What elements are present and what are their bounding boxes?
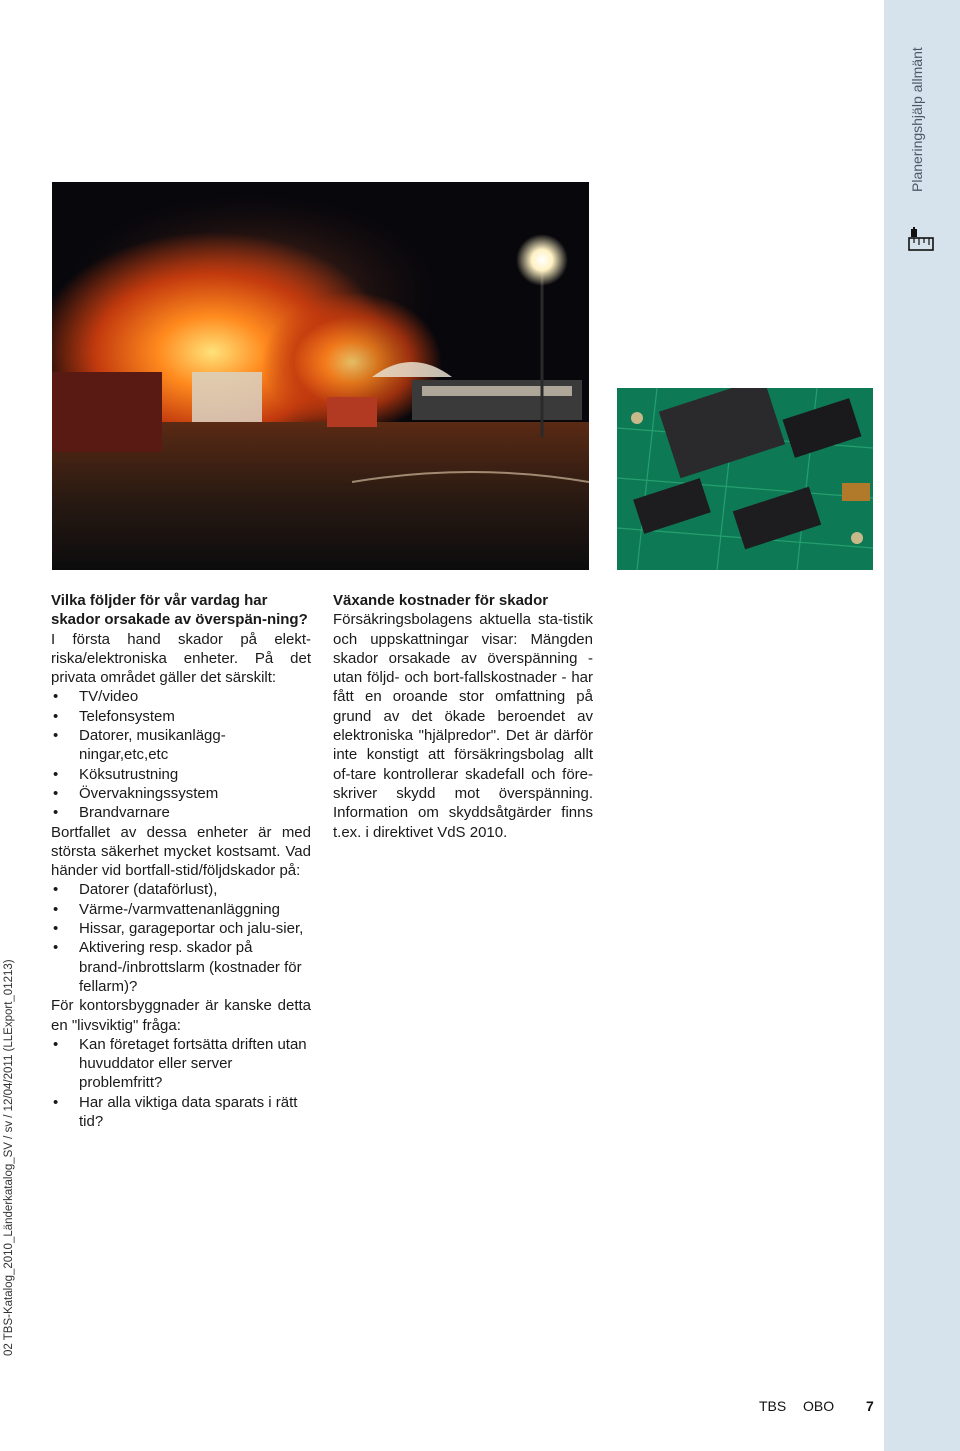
measuring-tools-icon — [905, 226, 937, 254]
right-heading: Växande kostnader för skador — [333, 592, 549, 609]
circuit-board-scene — [617, 388, 873, 570]
print-job-footer: 02 TBS-Katalog_2010_Länderkatalog_SV / sv / 12/04/2011 (LLExport_01213) — [3, 959, 15, 1356]
page-number: 7 — [866, 1398, 874, 1414]
section-label: Planeringshjälp allmänt — [909, 47, 925, 192]
list-item: • Övervakningssystem — [51, 784, 311, 803]
circuit-board-photo — [617, 388, 873, 570]
right-body: Försäkringsbolagens aktuella sta-tistik och uppskattningar visar: Mängden skador orsakade av överspänning - utan följd- och bort-fallskostnader - har fått en oroande stor omfattning på grund av det ökade beroendet av elektroniska "hjälpredor". Det är därför inte konstigt att försäkringsbolag allt of-tare kontrollerar skadefall och före-skriver skydd mot överspänning. Information om skyddsåtgärder finns t.ex. i direktivet VdS 2010. — [333, 611, 593, 841]
footer-brand-tbs: TBS — [759, 1398, 787, 1414]
left-heading: Vilka följder för vår vardag har skador orsakade av överspän-ning? — [51, 592, 308, 629]
device-list — [51, 687, 311, 822]
left-paragraph-2: Bortfallet av dessa enheter är med största säkerhet mycket kostsamt. Vad händer vid bortfall-stid/följdskador på: — [51, 823, 311, 880]
right-column — [333, 591, 593, 842]
list-item: • Köksutrustning — [51, 765, 311, 784]
list-item: • Värme-/varmvattenanläggning — [51, 900, 311, 919]
list-item: • Kan företaget fortsätta driften utan huvuddator eller server problemfritt? — [51, 1035, 311, 1093]
left-intro: I första hand skador på elekt-riska/elektroniska enheter. På det privata området gäller det särskilt: — [51, 630, 311, 687]
list-item: • Hissar, garageportar och jalu-sier, — [51, 919, 311, 938]
damage-list — [51, 880, 311, 996]
footer-brand-obo: OBO — [803, 1398, 835, 1414]
list-item: • Datorer, musikanlägg-ningar,etc,etc — [51, 726, 311, 765]
list-item: • Har alla viktiga data sparats i rätt tid? — [51, 1093, 311, 1132]
list-item: • TV/video — [51, 687, 311, 706]
sidebar-band — [884, 0, 960, 1451]
list-item: • Datorer (dataförlust), — [51, 880, 311, 899]
list-item: • Telefonsystem — [51, 707, 311, 726]
list-item: • Aktivering resp. skador på brand-/inbrottslarm (kostnader för fellarm)? — [51, 938, 311, 996]
fire-photo — [52, 182, 589, 570]
fire-scene — [52, 182, 589, 570]
office-question-list — [51, 1035, 311, 1131]
left-column — [51, 591, 311, 1131]
left-paragraph-3: För kontorsbyggnader är kanske detta en "livsviktig" fråga: — [51, 997, 311, 1034]
list-item: • Brandvarnare — [51, 803, 311, 822]
